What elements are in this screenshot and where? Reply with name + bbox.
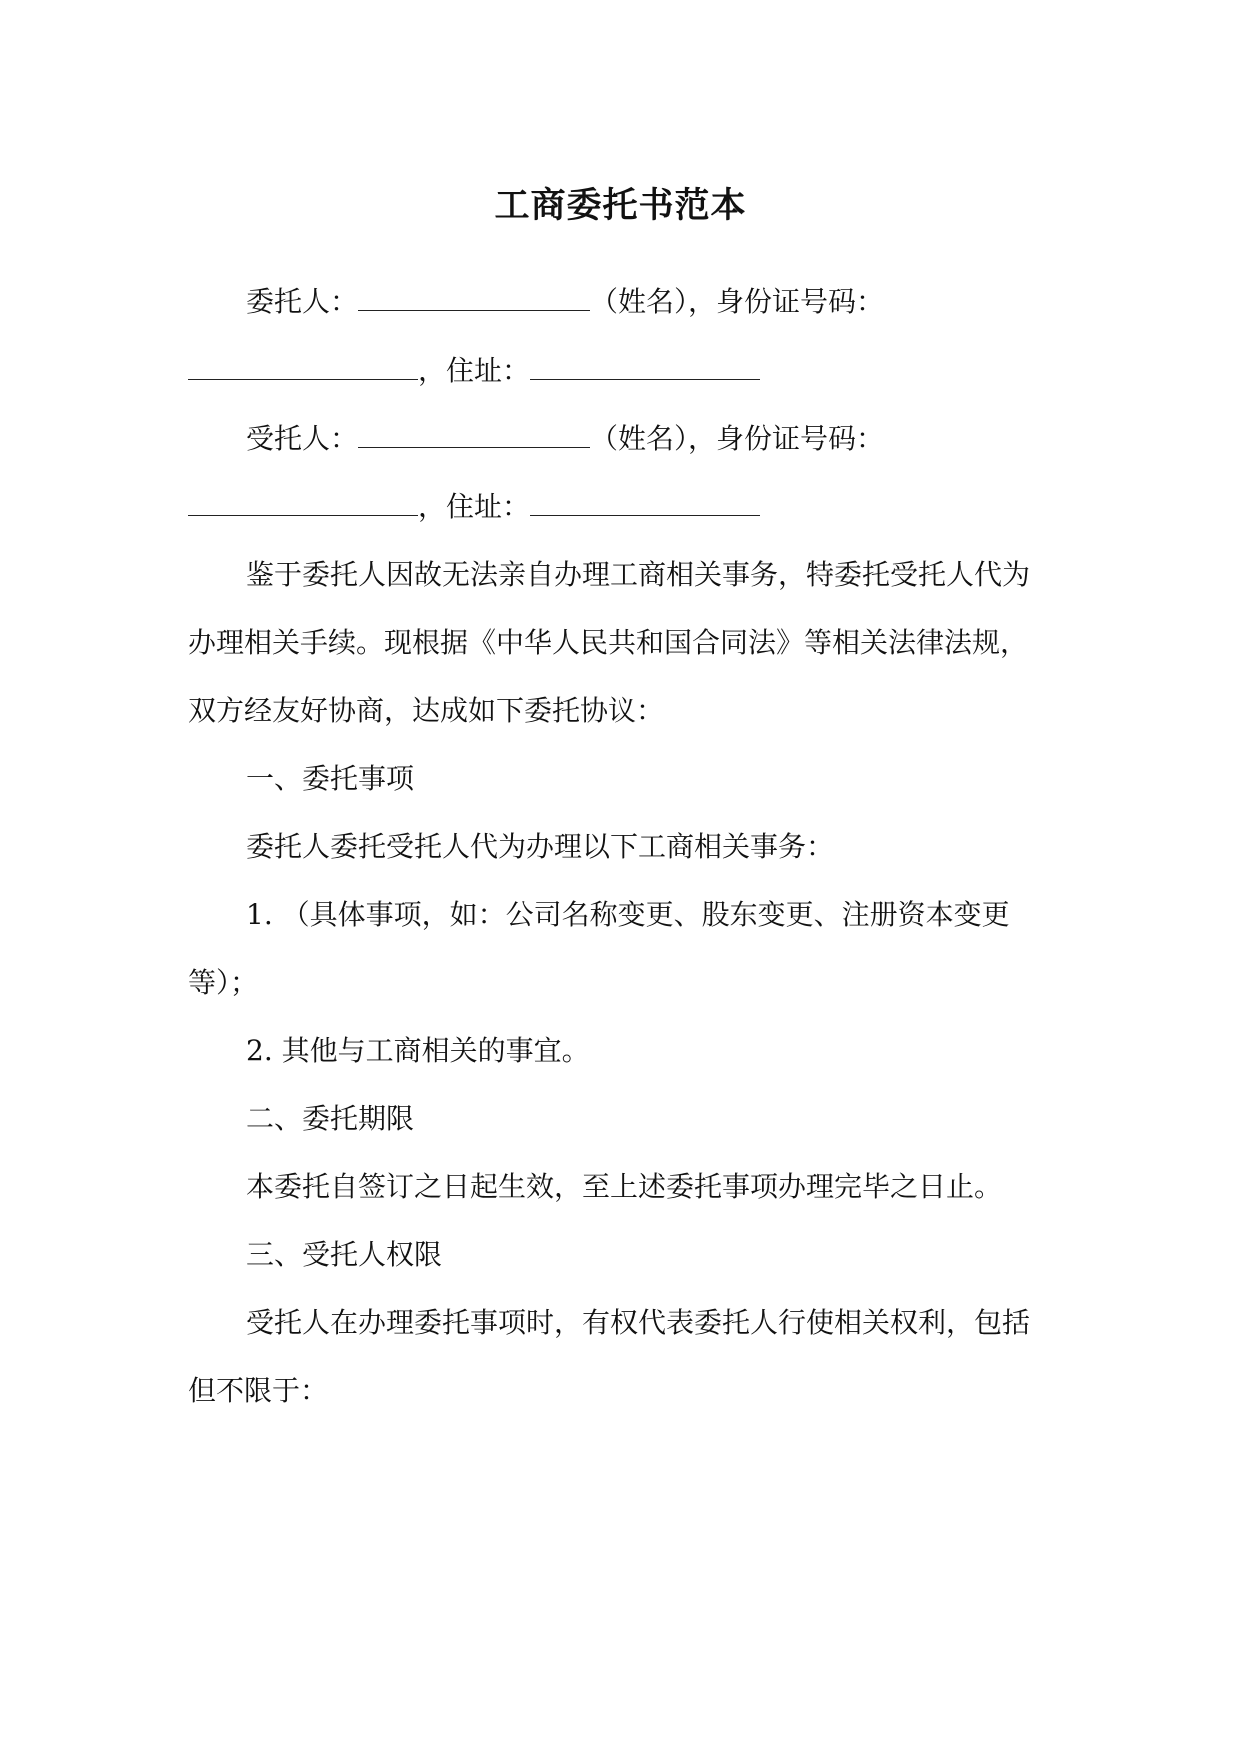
agent-name-blank — [358, 421, 590, 448]
agent-address-label: ，住址： — [418, 490, 531, 523]
agent-name-hint: （姓名），身份证号码： — [590, 422, 885, 455]
section3-text-line2: 但不限于： — [188, 1374, 329, 1407]
document-title: 工商委托书范本 — [494, 185, 747, 226]
section1-heading: 一、委托事项 — [246, 762, 415, 795]
principal-label: 委托人： — [246, 285, 359, 318]
agent-address-blank — [530, 489, 760, 516]
principal-name-hint: （姓名），身份证号码： — [590, 285, 885, 318]
preamble-line-3: 双方经友好协商，达成如下委托协议： — [188, 694, 665, 727]
principal-id-address-line — [188, 353, 760, 389]
section1-intro: 委托人委托受托人代为办理以下工商相关事务： — [246, 830, 835, 863]
section3-heading: 三、受托人权限 — [246, 1238, 443, 1271]
principal-address-blank — [530, 353, 760, 380]
section1-item2: 2. 其他与工商相关的事宜。 — [246, 1034, 590, 1067]
section3-text-line1: 受托人在办理委托事项时，有权代表委托人行使相关权利，包括 — [246, 1306, 1031, 1339]
agent-id-address-line — [188, 489, 760, 525]
agent-line — [246, 421, 884, 457]
agent-label: 受托人： — [246, 422, 359, 455]
section2-text: 本委托自签订之日起生效，至上述委托事项办理完毕之日止。 — [246, 1170, 1003, 1203]
agent-id-blank — [188, 489, 418, 516]
principal-address-label: ，住址： — [418, 354, 531, 387]
section1-item1-line1: 1. （具体事项，如：公司名称变更、股东变更、注册资本变更 — [246, 898, 1010, 931]
preamble-line-2: 办理相关手续。现根据《中华人民共和国合同法》等相关法律法规， — [188, 626, 1029, 659]
section2-heading: 二、委托期限 — [246, 1102, 415, 1135]
preamble-line-1: 鉴于委托人因故无法亲自办理工商相关事务，特委托受托人代为 — [246, 558, 1031, 591]
principal-name-blank — [358, 284, 590, 311]
principal-line — [246, 284, 884, 320]
principal-id-blank — [188, 353, 418, 380]
section1-item1-line2: 等）； — [188, 966, 259, 999]
